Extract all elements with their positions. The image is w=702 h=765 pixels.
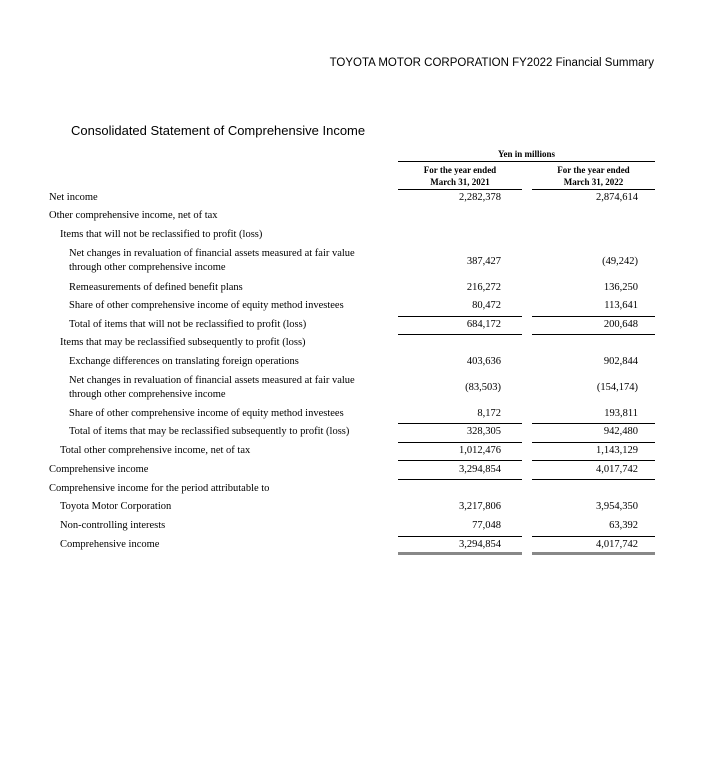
row-label: Net income [49, 192, 98, 203]
value-2021: 1,012,476 [459, 445, 501, 456]
value-2022: 1,143,129 [596, 445, 638, 456]
row-label-line: through other comprehensive income [69, 262, 226, 273]
row-label-line: Net changes in revaluation of financial assets measured at fair value [69, 375, 355, 386]
column-header-2021 [398, 164, 522, 188]
divider [532, 479, 655, 480]
value-2022: 193,811 [604, 408, 638, 419]
unit-label: Yen in millions [497, 149, 555, 159]
row-label: Remeasurements of defined benefit plans [69, 282, 243, 293]
value-2022: (154,174) [596, 382, 638, 393]
row-label: Comprehensive income for the period attributable to [49, 483, 270, 494]
row-label: Exchange differences on translating foreign operations [69, 356, 299, 367]
value-2021: 3,294,854 [459, 464, 501, 475]
value-2021: 403,636 [466, 356, 501, 367]
value-2021: (83,503) [465, 382, 501, 393]
row-label [69, 247, 355, 275]
value-2021: 387,427 [466, 256, 501, 267]
divider [398, 460, 522, 461]
value-2022: 113,641 [604, 300, 638, 311]
divider [532, 460, 655, 461]
value-2022: 3,954,350 [596, 501, 638, 512]
column-header-line: March 31, 2022 [563, 177, 624, 187]
statement-title: Consolidated Statement of Comprehensive Income [71, 123, 366, 138]
row-label [69, 374, 355, 402]
row-label: Comprehensive income [49, 464, 149, 475]
row-label: Total of items that may be reclassified subsequently to profit (loss) [69, 426, 350, 437]
value-2021: 684,172 [466, 319, 501, 330]
value-2022: 63,392 [609, 520, 638, 531]
value-2021: 328,305 [466, 426, 501, 437]
divider [532, 536, 655, 537]
divider [398, 161, 655, 162]
divider [532, 442, 655, 443]
value-2022: 2,874,614 [596, 192, 638, 203]
value-2021: 3,217,806 [459, 501, 501, 512]
value-2021: 2,282,378 [459, 192, 501, 203]
row-label: Items that will not be reclassified to profit (loss) [60, 229, 263, 240]
document-title: TOYOTA MOTOR CORPORATION FY2022 Financial Summary [329, 57, 654, 69]
row-label: Toyota Motor Corporation [60, 501, 172, 512]
divider [398, 423, 522, 424]
row-label: Non-controlling interests [60, 520, 166, 531]
row-label: Total other comprehensive income, net of tax [60, 445, 251, 456]
value-2021: 3,294,854 [459, 539, 501, 550]
divider [398, 536, 522, 537]
row-label-line: through other comprehensive income [69, 389, 226, 400]
row-label: Share of other comprehensive income of equity method investees [69, 300, 344, 311]
row-label: Other comprehensive income, net of tax [49, 210, 218, 221]
value-2022: 136,250 [603, 282, 638, 293]
divider [398, 189, 522, 190]
value-2021: 77,048 [472, 520, 501, 531]
value-2022: 200,648 [603, 319, 638, 330]
value-2022: 942,480 [603, 426, 638, 437]
column-header-2022 [532, 164, 655, 188]
row-label: Total of items that will not be reclassified to profit (loss) [69, 319, 307, 330]
double-underline [532, 552, 655, 555]
value-2022: (49,242) [602, 256, 638, 267]
divider [532, 423, 655, 424]
double-underline [398, 552, 522, 555]
value-2022: 902,844 [603, 356, 638, 367]
row-label-line: Net changes in revaluation of financial assets measured at fair value [69, 248, 355, 259]
value-2022: 4,017,742 [596, 464, 638, 475]
divider [532, 334, 655, 335]
value-2021: 216,272 [466, 282, 501, 293]
column-header-line: For the year ended [423, 165, 497, 175]
value-2021: 80,472 [472, 300, 501, 311]
column-header-line: For the year ended [557, 165, 630, 175]
divider [532, 189, 655, 190]
divider [398, 479, 522, 480]
row-label: Comprehensive income [60, 539, 160, 550]
divider [398, 316, 522, 317]
row-label: Share of other comprehensive income of equity method investees [69, 408, 344, 419]
divider [398, 334, 522, 335]
divider [532, 316, 655, 317]
value-2021: 8,172 [477, 408, 501, 419]
row-label: Items that may be reclassified subsequently to profit (loss) [60, 337, 306, 348]
divider [398, 442, 522, 443]
value-2022: 4,017,742 [596, 539, 638, 550]
column-header-line: March 31, 2021 [430, 177, 490, 187]
